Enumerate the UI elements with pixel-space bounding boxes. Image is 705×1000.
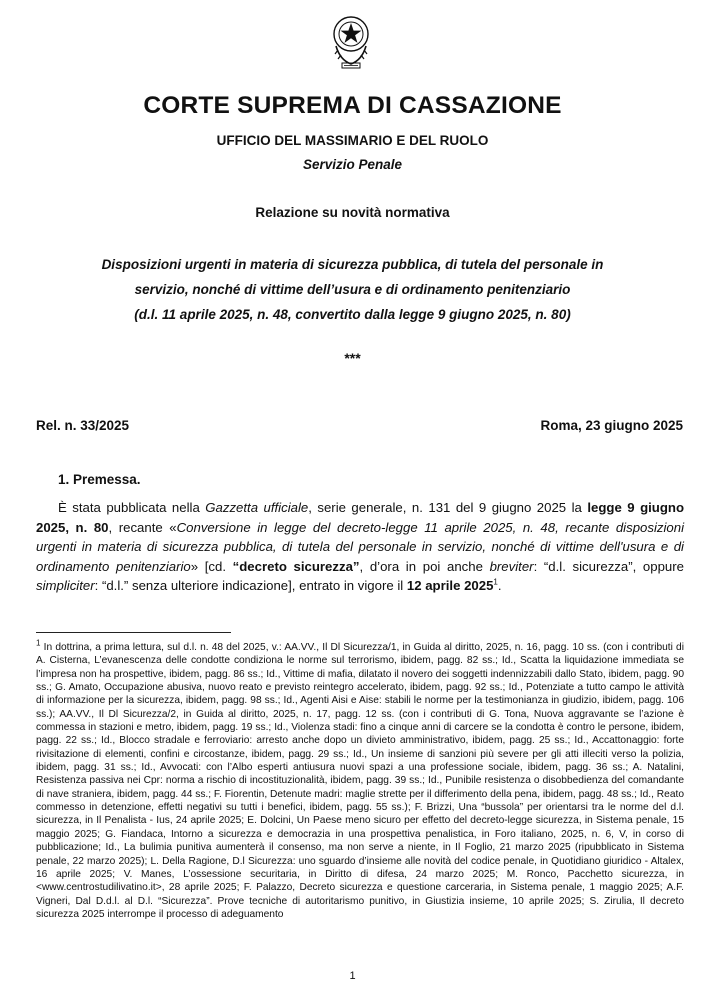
footnote-text: In dottrina, a prima lettura, sul d.l. n. 48 del 2025, v.: AA.VV., Il Dl Sicurezza/1, in Guida al diritto, 2025, n. 16, pagg. 10 ss. (con i contributi di A. Cisterna, L’evanescenza delle condotte condiziona le norme sul terrorismo, ibidem, pagg. 82 ss.; Id., Scatta la liquidazione immediata se l’impresa non ha prospettive, ibidem, pagg. 86 ss.; Id., Vittime di mafia, dilatato il novero dei soggetti indennizzabili dallo Stato, ibidem, pagg. 90 ss.; G. Amato, Occupazione abusiva, nuovo reato e previsto reintegro accelerato, ibidem, pagg. 92 ss.; Id., Potenziate a tutto campo le attività di informazione per la sicurezza, ibidem, pagg. 98 ss.; Id., Agenti Aisi e Aise: stabili le norme per la testimonianza in giudizio, ibidem, pagg. 106 ss.); AA.VV., Il Dl Sicurezza/2, in Guida al diritto, 2025, n. 17, pagg. 12 ss. (con i contributi di G. Tona, Nuova aggravante se l’azione è commessa in stazioni e metro, ibidem, pagg. 19 ss.; Id., Violenza stadi: fino a cinque anni di carcere se la condotta è contro le persone, ibidem, pagg. 22 ss.; Id., Blocco stradale e ferroviario: arresto anche dopo un divieto amministrativo, ibidem, pagg. 25 ss.; Id., Accattonaggio: forte rivisitazione di elementi, confini e circostanze, ibidem, pagg. 29 ss.; Id., Un insieme di sanzioni più severe per gli atti illeciti verso la polizia, ibidem, pagg. 31 ss.; Id., Avvocati: con l’Albo esperti antiusura nuovi spazi a una professione sociale, ibidem, pagg. 36 ss.; A. Natalini, Resistenza passiva nei Cpr: norma a rischio di incostituzionalità, ibidem, pagg. 39 ss.; Id., Punibile resistenza o disobbedienza del comandante di nave straniera, ibidem, pagg. 44 ss.; F. Fiorentin, Detenute madri: maglie strette per il differimento della pena, ibidem, pagg. 48 ss.; Id., Reato commesso in detenzione, effetti negativi su tutti i benefici, ibidem, pagg. 55 ss.); F. Brizzi, Una “bussola” per orientarsi tra le norme del d.l. sicurezza, in Il Penalista - Ius, 24 aprile 2025; E. Dolcini, Un Paese meno sicuro per effetto del decreto-legge sicurezza, in Sistema penale, 15 maggio 2025; G. Fiandaca, Intorno a sicurezza e democrazia in una prospettiva penalistica, in Foro italiano, 2025, n. 6, V, in corso di pubblicazione; Id., La bulimia punitiva aumenterà il consenso, ma non serve a niente, in Il Foglio, 21 marzo 2025 (ripubblicato in Sistema penale, 22 marzo 2025); L. Della Ragione, D.l Sicurezza: uno sguardo d’insieme alle novità del codice penale, in Quotidiano giuridico - Altalex, 16 aprile 2025; V. Manes, L’ossessione securitaria, in Diritto di difesa, 24 marzo 2025; M. Ronco, Pacchetto sicurezza, in <www.centrostudilivatino.it>, 28 aprile 2025; F. Palazzo, Decreto sicurezza e questione carceraria, in Sistema penale, 1 maggio 2025; A.F. Vigneri, Dal D.d.l. al D.l. “Sicurezza”. Prove tecniche di autoritarismo punitivo, in Giustizia insieme, 10 aprile 2025; S. Zirulia, Il decreto sicurezza 2025 interrompe il processo di adeguamento xyxy=(36,642,684,920)
footnote-number: 1 xyxy=(36,638,41,648)
footnote xyxy=(36,638,684,921)
report-subject xyxy=(40,252,665,327)
law-title-quote: Conversione in legge del decreto-legge 11 aprile 2025, n. 48, recante disposizioni urgenti in materia di sicurezza pubblica, di tutela del personale in servizio, nonché di vittime dell'usura e di ordinamento penitenziario xyxy=(36,519,685,574)
office-name: UFFICIO DEL MASSIMARIO E DEL RUOLO xyxy=(216,133,489,148)
law-reference: legge 9 giugno 2025, n. 80 xyxy=(36,500,685,535)
footnote-divider xyxy=(36,632,231,633)
service-name: Servizio Penale xyxy=(302,157,403,172)
entry-into-force-date: 12 aprile 2025 xyxy=(406,578,494,594)
subject-line-3: (d.l. 11 aprile 2025, n. 48, convertito dalla legge 9 giugno 2025, n. 80) xyxy=(134,307,571,322)
section-heading: 1. Premessa. xyxy=(58,472,141,487)
court-title: CORTE SUPREMA DI CASSAZIONE xyxy=(143,92,562,119)
report-number: Rel. n. 33/2025 xyxy=(36,418,130,433)
subject-line-1: Disposizioni urgenti in materia di sicurezza pubblica, di tutela del personale in xyxy=(101,257,604,272)
page-number: 1 xyxy=(349,970,356,982)
decree-nickname: “decreto sicurezza” xyxy=(232,558,360,574)
body-paragraph: È stata pubblicata nella Gazzetta ufficiale, serie generale, n. 131 del 9 giugno 2025 la legge 9 giugno 2025, n. 80, recante «Conversione in legge del decreto-legge 11 aprile 2025, n. 48, recante disposizioni urgenti in materia di sicurezza pubblica, di tutela del personale in servizio, nonché di vittime dell'usura e di ordinamento penitenziario» [cd. “decreto sicurezza”, d’ora in poi anche breviter: “d.l. sicurezza”, oppure simpliciter: “d.l.” senza ulteriore indicazione], entrato in vigore il 12 aprile 2025$^1$. xyxy=(36,500,685,594)
report-type: Relazione su novità normativa xyxy=(255,205,450,220)
footnote-ref[interactable]: 1 xyxy=(493,577,498,587)
separator: *** xyxy=(344,350,361,366)
place-date: Roma, 23 giugno 2025 xyxy=(540,418,683,433)
subject-line-2: servizio, nonché di vittime dell’usura e di ordinamento penitenziario xyxy=(134,282,571,297)
italian-republic-emblem-icon xyxy=(330,10,372,72)
